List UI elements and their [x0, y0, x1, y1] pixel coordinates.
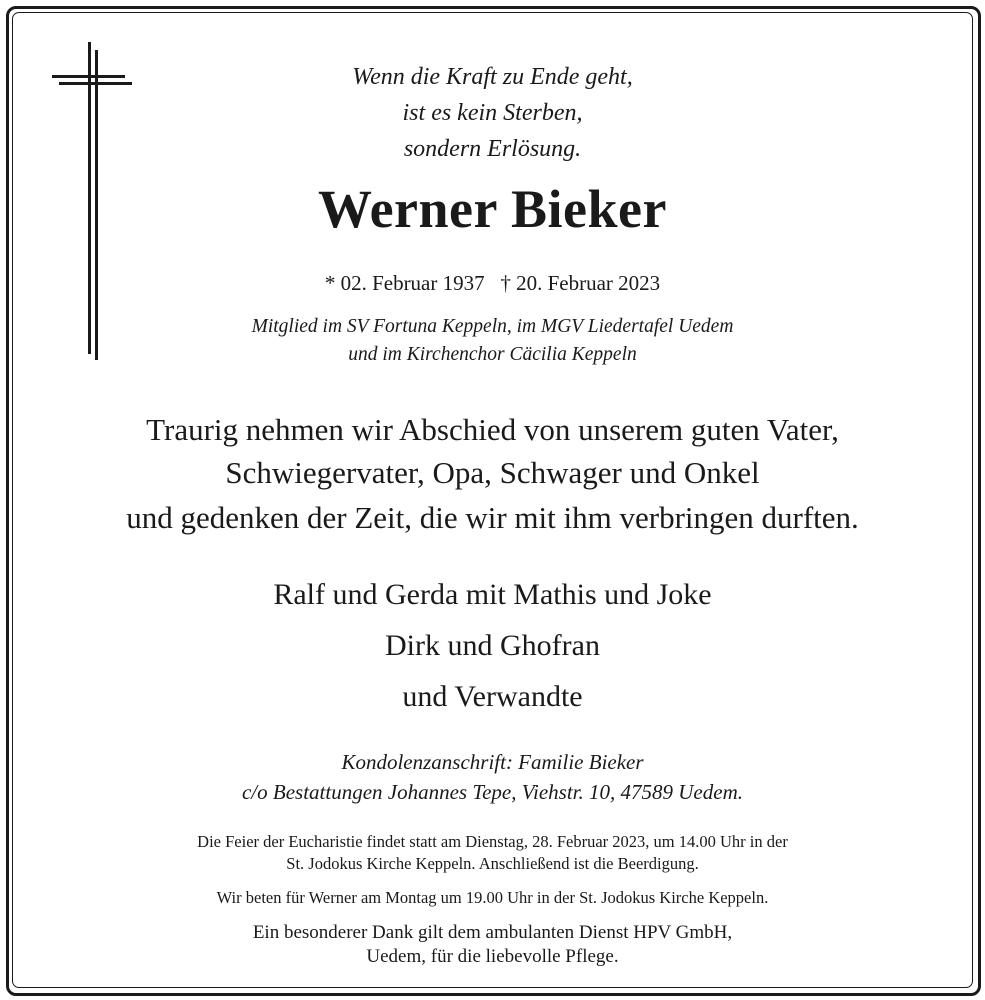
mourning-line-2: Schwiegervater, Opa, Schwager und Onkel — [225, 455, 760, 490]
family-line-3: und Verwandte — [402, 680, 583, 713]
mourning-line-1: Traurig nehmen wir Abschied von unserem guten Vater, — [146, 412, 839, 447]
mourning-line-3: und gedenken der Zeit, die wir mit ihm verbringen durften. — [126, 500, 859, 535]
family-line-2: Dirk und Ghofran — [385, 629, 600, 662]
prayer-line: Wir beten für Werner am Montag um 19.00 Uhr in der St. Jodokus Kirche Keppeln. — [216, 888, 769, 907]
condolence-line-2: c/o Bestattungen Johannes Tepe, Viehstr. 10, 47589 Uedem. — [241, 780, 743, 804]
condolence-line-1: Kondolenzanschrift: Familie Bieker — [341, 750, 644, 774]
deceased-name: Werner Bieker — [318, 179, 667, 239]
life-dates: * 02. Februar 1937 † 20. Februar 2023 — [324, 271, 661, 295]
quote-line-3: sondern Erlösung. — [403, 136, 582, 162]
service-line-1: Die Feier der Eucharistie findet statt am Dienstag, 28. Februar 2023, um 14.00 Uhr in der — [197, 832, 788, 851]
service-line-2: St. Jodokus Kirche Keppeln. Anschließend ist die Beerdigung. — [286, 854, 699, 873]
membership-line-1: Mitglied im SV Fortuna Keppeln, im MGV Liedertafel Uedem — [251, 316, 734, 337]
thanks-line-2: Uedem, für die liebevolle Pflege. — [366, 946, 619, 967]
quote-line-2: ist es kein Sterben, — [402, 100, 583, 126]
family-line-1: Ralf und Gerda mit Mathis und Joke — [273, 578, 712, 611]
membership-line-2: und im Kirchenchor Cäcilia Keppeln — [348, 344, 637, 365]
thanks-line-1: Ein besonderer Dank gilt dem ambulanten Dienst HPV GmbH, — [252, 922, 733, 943]
quote-line-1: Wenn die Kraft zu Ende geht, — [352, 64, 633, 90]
